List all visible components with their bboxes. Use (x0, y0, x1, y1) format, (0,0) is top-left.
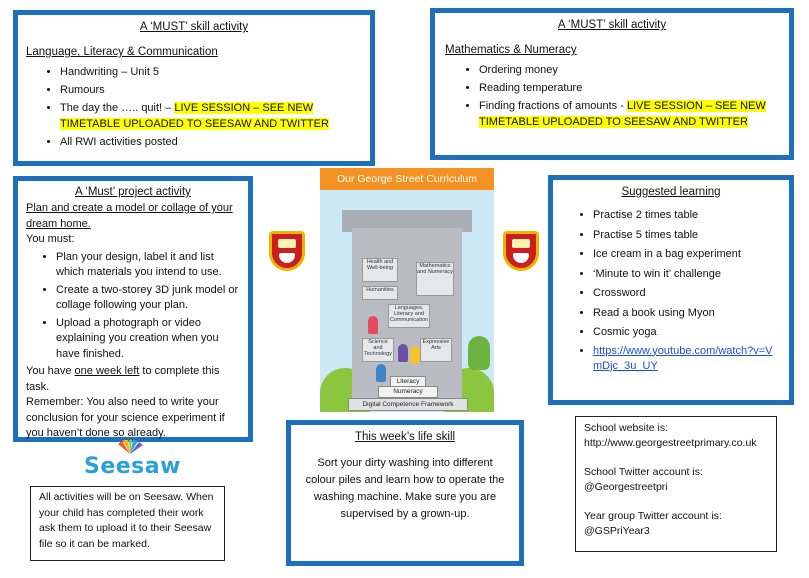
box-subtitle: Language, Literacy & Communication (26, 46, 218, 58)
youtube-link[interactable]: https://www.youtube.com/watch?v=VmDjc_3u_UY (593, 344, 773, 372)
list-item: • Rumours (60, 82, 362, 98)
year-twitter-label: Year group Twitter account is: (584, 510, 722, 522)
poster-panel: Health and Well-being (362, 258, 398, 282)
child-figure (376, 364, 386, 382)
seesaw-fan-icon (116, 440, 144, 454)
remember-text: Remember: You also need to write your conclusion for your science experiment if you haven’t done so already. (26, 396, 225, 439)
poster-panel: Mathematics and Numeracy (416, 262, 454, 296)
you-must-label: You must: (26, 233, 75, 245)
child-figure (398, 344, 408, 362)
website-label: School website is: (584, 422, 669, 434)
project-intro: Plan and create a model or collage of your dream home. (26, 202, 233, 230)
box-title: A ‘MUST’ skill activity (139, 21, 249, 33)
life-skill-box (286, 420, 524, 566)
box-title: A ‘Must’ project activity (75, 186, 191, 198)
child-figure (368, 316, 378, 334)
list-item: • All RWI activities posted (60, 134, 362, 150)
list-item: • ‘Minute to win it’ challenge (593, 266, 781, 284)
list-item: • Ice cream in a bag experiment (593, 246, 781, 264)
deadline-post: to complete this task. (26, 365, 220, 393)
deadline-text (26, 364, 240, 395)
activity-list (445, 62, 779, 130)
box-subtitle: Mathematics & Numeracy (445, 44, 577, 56)
list-item: • Create a two-storey 3D junk model or collage following your plan. (56, 283, 240, 314)
seesaw-note: All activities will be on Seesaw. When your child has completed their work ask them to upload it to their Seesaw file so it can be marked. (39, 491, 214, 550)
deadline-emphasis: one week left (74, 365, 140, 377)
box-title: A ‘MUST’ skill activity (557, 19, 667, 31)
list-item: • Upload a photograph or video explaining you creation when you have finished. (56, 316, 240, 363)
list-item: • Practise 5 times table (593, 227, 781, 245)
twitter-label: School Twitter account is: (584, 466, 703, 478)
list-item (593, 344, 781, 374)
suggested-list (561, 207, 781, 374)
poster-panel: Expressive Arts (420, 338, 452, 362)
list-item: • Cosmic yoga (593, 324, 781, 342)
curriculum-poster (320, 168, 494, 412)
deadline-pre: You have (26, 365, 75, 377)
contacts-box (575, 416, 777, 552)
twitter-handle[interactable]: @Georgestreetpri (584, 481, 668, 493)
life-skill-text: Sort your dirty washing into different colour piles and learn how to operate the washing machine. Make sure you are supervised by a grown-up. (305, 457, 505, 520)
list-item: • Ordering money (479, 62, 779, 78)
list-item: • Practise 2 times table (593, 207, 781, 225)
poster-panel: Languages, Literacy and Communication (388, 304, 430, 328)
website-url[interactable]: http://www.georgestreetprimary.co.uk (584, 437, 757, 449)
list-item: • Handwriting – Unit 5 (60, 64, 362, 80)
maths-numeracy-box (430, 8, 794, 160)
project-steps-list (26, 250, 240, 363)
school-crest-icon (503, 231, 539, 271)
year-twitter-handle[interactable]: @GSPriYear3 (584, 525, 650, 537)
child-figure (410, 346, 420, 364)
live-session-highlight: LIVE SESSION – SEE NEW TIMETABLE UPLOADED TO SEESAW AND TWITTER (60, 102, 329, 130)
live-session-highlight: LIVE SESSION – SEE NEW TIMETABLE UPLOADED TO SEESAW AND TWITTER (479, 100, 766, 128)
list-item (60, 100, 362, 132)
poster-panel: Science and Technology (362, 338, 394, 362)
tree-icon (468, 336, 490, 370)
activity-list (26, 64, 362, 150)
poster-step: Digital Competence Framework (348, 398, 468, 411)
box-title: Suggested learning (621, 186, 721, 198)
suggested-learning-box (548, 175, 794, 405)
seesaw-wordmark: Seesaw (84, 454, 181, 479)
school-crest-icon (269, 231, 305, 271)
language-literacy-box (13, 10, 375, 166)
project-activity-box (13, 176, 253, 442)
item-text: The day the ….. quit! – (60, 102, 175, 114)
box-title: This week’s life skill (354, 431, 456, 443)
list-item (479, 98, 779, 130)
seesaw-note-box (30, 486, 225, 561)
list-item: • Read a book using Myon (593, 305, 781, 323)
poster-panel: Humanities (362, 286, 398, 300)
list-item: • Crossword (593, 285, 781, 303)
seesaw-logo (84, 440, 181, 486)
list-item: • Plan your design, label it and list which materials you intend to use. (56, 250, 240, 281)
poster-step: Numeracy (378, 386, 438, 398)
poster-banner: Our George Street Curriculum (320, 168, 494, 190)
poster-step: Literacy (390, 376, 426, 387)
item-text: Finding fractions of amounts - (479, 100, 627, 112)
list-item: • Reading temperature (479, 80, 779, 96)
